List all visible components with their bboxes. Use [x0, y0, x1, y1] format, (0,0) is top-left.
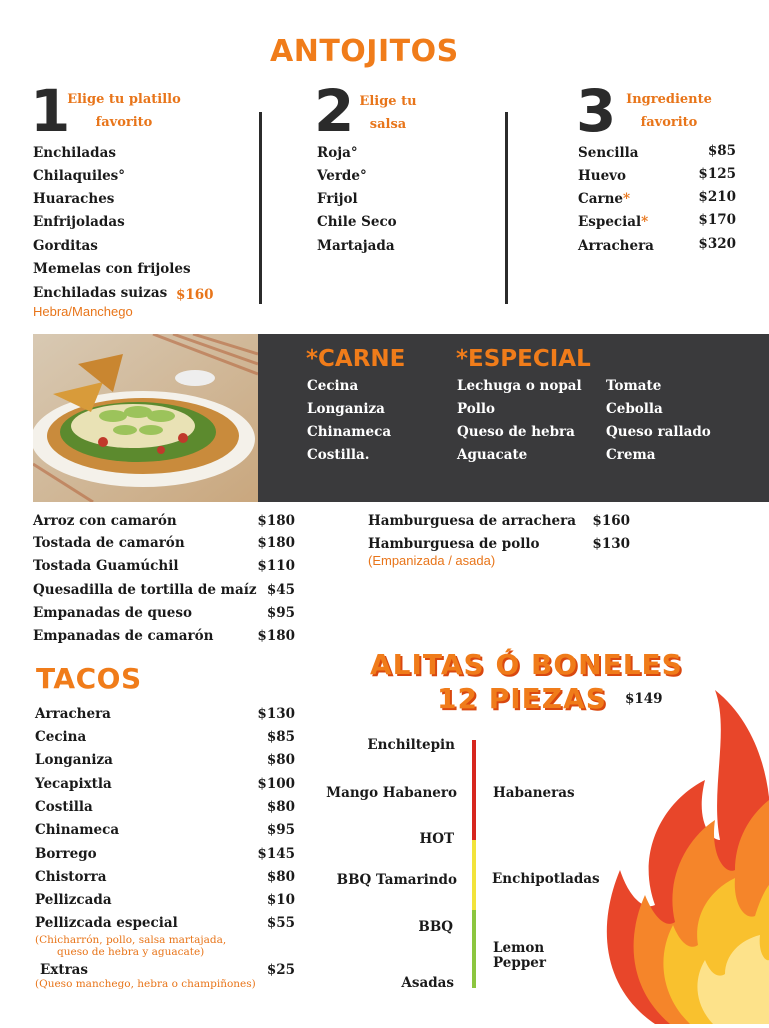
- flavor-item: Pepper: [493, 955, 546, 971]
- ingrediente-item: Arrachera: [578, 238, 654, 254]
- heat-scale-red: [472, 740, 476, 840]
- ingrediente-item: Especial*: [578, 214, 649, 230]
- heat-scale-green: [472, 910, 476, 988]
- salsa-item: Frijol: [317, 191, 358, 207]
- flavor-item: Habaneras: [493, 785, 575, 801]
- alitas-price: $149: [625, 691, 663, 707]
- flavor-item: Enchiltepin: [367, 737, 455, 753]
- taco-item: Yecapixtla: [35, 776, 112, 792]
- especial-item: Crema: [606, 447, 656, 463]
- column-divider: [505, 112, 508, 304]
- platillo-item: Huaraches: [33, 191, 115, 207]
- step-2-number: 2: [314, 77, 355, 145]
- flavor-item: Mango Habanero: [326, 785, 457, 801]
- taco-price: $80: [266, 799, 295, 815]
- taco-item: Longaniza: [35, 752, 113, 768]
- pellizcada-note: queso de hebra y aguacate): [57, 946, 205, 958]
- flavor-item: Enchipotladas: [492, 871, 600, 887]
- taco-price: $100: [257, 776, 295, 792]
- especial-item: Cebolla: [606, 401, 663, 417]
- platillo-item: Memelas con frijoles: [33, 261, 191, 277]
- menu-price: $45: [266, 582, 295, 598]
- especial-item: Tomate: [606, 378, 662, 394]
- alitas-subtitle: 12 PIEZAS: [437, 682, 607, 715]
- carne-heading: *CARNE: [306, 346, 406, 372]
- suizas-note: Hebra/Manchego: [33, 304, 133, 319]
- taco-price: $80: [266, 752, 295, 768]
- extras-label: Extras: [40, 962, 89, 978]
- ingrediente-price: $210: [698, 189, 736, 205]
- step-3-number: 3: [576, 77, 617, 145]
- pellizcada-note: (Chicharrón, pollo, salsa martajada,: [35, 934, 227, 946]
- especial-item: Aguacate: [457, 447, 528, 463]
- menu-price: $95: [266, 605, 295, 621]
- ingrediente-price: $85: [707, 143, 736, 159]
- flavor-item: HOT: [419, 831, 454, 847]
- menu-price: $180: [257, 628, 295, 644]
- carne-item: Cecina: [307, 378, 359, 394]
- especial-item: Lechuga o nopal: [457, 378, 582, 394]
- ingrediente-price: $320: [698, 236, 736, 252]
- platillo-item: Enchiladas suizas: [33, 285, 168, 301]
- menu-item: Empanadas de queso: [33, 605, 192, 621]
- ingredients-band: [258, 334, 769, 502]
- especial-heading: *ESPECIAL: [456, 346, 591, 372]
- step-2-label: Elige tu salsa: [359, 94, 417, 132]
- hamburguesa-item: Hamburguesa de arrachera: [368, 513, 576, 529]
- taco-item: Arrachera: [35, 706, 111, 722]
- taco-item: Pellizcada especial: [35, 915, 178, 931]
- step-1-number: 1: [30, 77, 71, 145]
- carne-item: Costilla.: [307, 447, 370, 463]
- salsa-item: Roja°: [317, 145, 358, 161]
- especial-item: Queso de hebra: [457, 424, 575, 440]
- hamburguesa-item: Hamburguesa de pollo: [368, 536, 540, 552]
- flame-icon: [595, 690, 769, 1024]
- menu-price: $180: [257, 513, 295, 529]
- platillo-item: Enfrijoladas: [33, 214, 125, 230]
- taco-price: $145: [257, 846, 295, 862]
- tacos-title: TACOS: [36, 662, 142, 695]
- taco-price: $95: [266, 822, 295, 838]
- flavor-item: BBQ Tamarindo: [336, 872, 457, 888]
- taco-price: $130: [257, 706, 295, 722]
- hamburguesa-price: $130: [592, 536, 630, 552]
- ingrediente-price: $170: [698, 212, 736, 228]
- ingrediente-price: $125: [698, 166, 736, 182]
- taco-price: $55: [266, 915, 295, 931]
- taco-item: Cecina: [35, 729, 87, 745]
- taco-item: Borrego: [35, 846, 97, 862]
- flavor-item: Asadas: [401, 975, 454, 991]
- menu-item: Quesadilla de tortilla de maíz: [33, 582, 257, 598]
- salsa-item: Martajada: [317, 238, 395, 254]
- flavor-item: Lemon: [493, 940, 545, 956]
- salsa-item: Verde°: [317, 168, 367, 184]
- asterisk-mark: *: [641, 214, 649, 230]
- menu-price: $180: [257, 535, 295, 551]
- menu-item: Tostada de camarón: [33, 535, 185, 551]
- heat-scale-yellow: [472, 840, 476, 910]
- step-1-label: Elige tu platillo favorito: [67, 92, 181, 130]
- suizas-price: $160: [176, 287, 214, 303]
- antojitos-title: ANTOJITOS: [270, 34, 459, 69]
- platillo-item: Enchiladas: [33, 145, 116, 161]
- taco-price: $10: [266, 892, 295, 908]
- taco-price: $80: [266, 869, 295, 885]
- menu-item: Arroz con camarón: [33, 513, 177, 529]
- alitas-title: ALITAS Ó BONELES: [370, 648, 683, 681]
- food-photo: [33, 334, 258, 502]
- platillo-item: Gorditas: [33, 238, 98, 254]
- menu-price: $110: [257, 558, 295, 574]
- asterisk-mark: *: [623, 191, 631, 207]
- taco-item: Chistorra: [35, 869, 107, 885]
- ingrediente-item: Huevo: [578, 168, 627, 184]
- menu-item: Empanadas de camarón: [33, 628, 214, 644]
- menu-item: Tostada Guamúchil: [33, 558, 179, 574]
- carne-item: Chinameca: [307, 424, 392, 440]
- taco-item: Pellizcada: [35, 892, 112, 908]
- salsa-item: Chile Seco: [317, 214, 397, 230]
- ingrediente-item: Sencilla: [578, 145, 639, 161]
- extras-note: (Queso manchego, hebra o champiñones): [35, 978, 256, 990]
- hamburguesa-price: $160: [592, 513, 630, 529]
- taco-item: Chinameca: [35, 822, 120, 838]
- taco-item: Costilla: [35, 799, 93, 815]
- carne-item: Longaniza: [307, 401, 385, 417]
- platillo-item: Chilaquiles°: [33, 168, 126, 184]
- hamburguesa-note: (Empanizada / asada): [368, 553, 496, 568]
- extras-price: $25: [266, 962, 295, 978]
- column-divider: [259, 112, 262, 304]
- flavor-item: BBQ: [418, 919, 453, 935]
- especial-item: Queso rallado: [606, 424, 711, 440]
- especial-item: Pollo: [457, 401, 496, 417]
- step-3-label: Ingrediente favorito: [626, 92, 712, 130]
- taco-price: $85: [266, 729, 295, 745]
- ingrediente-item: Carne*: [578, 191, 631, 207]
